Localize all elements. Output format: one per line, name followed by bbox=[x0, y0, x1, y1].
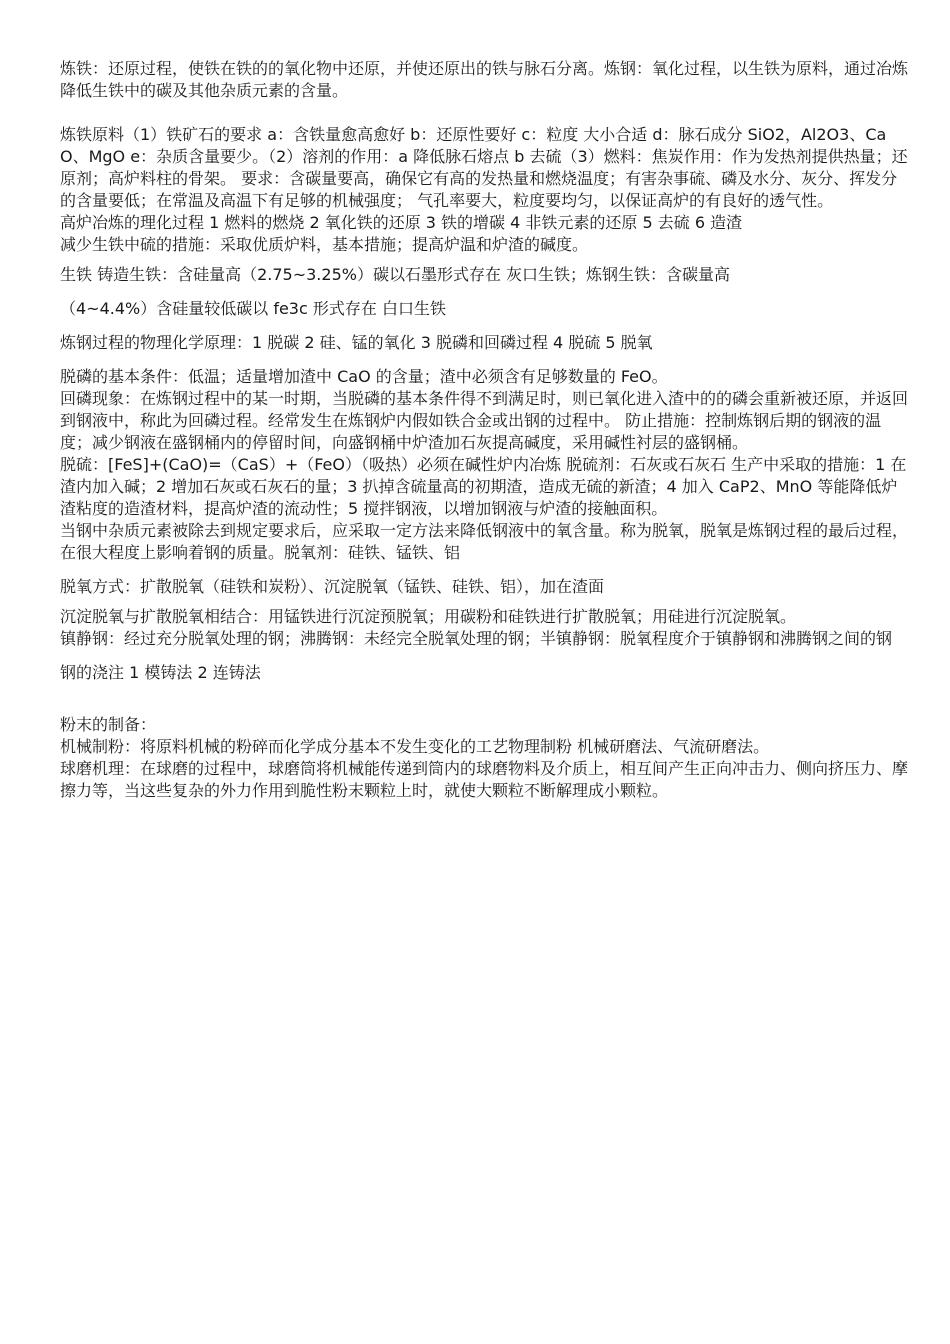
paragraph-powder-prep-heading: 粉末的制备： bbox=[60, 715, 157, 734]
paragraph-pig-iron-types: 生铁 铸造生铁：含硅量高（2.75~3.25%）碳以石墨形式存在 灰口生铁；炼钢生铁：含碳量高 bbox=[60, 265, 731, 284]
paragraph-ball-milling: 球磨机理：在球磨的过程中，球磨筒将机械能传递到筒内的球磨物料及介质上，相互间产生正向冲击力、侧向挤压力、摩擦力等，当这些复杂的外力作用到脆性粉末颗粒上时，就使大颗粒不断解理成小颗粒。 bbox=[60, 759, 909, 800]
paragraph-rephosphorization: 回磷现象：在炼钢过程中的某一时期，当脱磷的基本条件得不到满足时，则已氧化进入渣中的的磷会重新被还原，并返回到钢液中，称此为回磷过程。经常发生在炼钢炉内假如铁合金或出钢的过程中。 防止措施：控制炼钢后期的钢液的温度；减少钢液在盛钢桶内的停留时间，向盛钢桶中炉渣加石灰提高碱度，采用碱性衬层的盛钢桶。 bbox=[60, 389, 909, 452]
paragraph-pig-iron-white: （4~4.4%）含硅量较低碳以 fe3c 形式存在 白口生铁 bbox=[60, 299, 446, 318]
paragraph-steelmaking-principles: 炼钢过程的物理化学原理：1 脱碳 2 硅、锰的氧化 3 脱磷和回磷过程 4 脱硫 5 脱氧 bbox=[60, 333, 653, 352]
paragraph-iron-raw-materials: 炼铁原料（1）铁矿石的要求 a：含铁量愈高愈好 b：还原性要好 c：粒度 大小合适 d：脉石成分 SiO2，Al2O3、CaO、MgO e：杂质含量要少。（2）溶剂的作用：a 降低脉石熔点 b 去硫（3）燃料：焦炭作用：作为发热剂提供热量；还原剂；高炉料柱的骨架。 要求：含碳量要高，确保它有高的发热量和燃烧温度；有害杂事硫、磷及水分、灰分、挥发分的含量要低；在常温及高温下有足够的机械强度； 气孔率要大，粒度要均匀，以保证高炉的有良好的透气性。 bbox=[60, 125, 908, 210]
paragraph-ironmaking-def: 炼铁：还原过程，使铁在铁的的氧化物中还原，并使还原出的铁与脉石分离。炼钢：氧化过程，以生铁为原料，通过冶炼降低生铁中的碳及其他杂质元素的含量。 bbox=[60, 59, 909, 100]
paragraph-deoxidation: 当钢中杂质元素被除去到规定要求后，应采取一定方法来降低钢液中的氧含量。称为脱氧，脱氧是炼钢过程的最后过程，在很大程度上影响着钢的质量。脱氧剂：硅铁、锰铁、铝 bbox=[60, 521, 909, 562]
paragraph-combined-deoxidation: 沉淀脱氧与扩散脱氧相结合：用锰铁进行沉淀预脱氧；用碳粉和硅铁进行扩散脱氧；用硅进行沉淀脱氧。 bbox=[60, 607, 797, 626]
paragraph-steel-types: 镇静钢：经过充分脱氧处理的钢；沸腾钢：未经完全脱氧处理的钢；半镇静钢：脱氧程度介于镇静钢和沸腾钢之间的钢 bbox=[60, 629, 893, 648]
paragraph-deoxidation-methods: 脱氧方式：扩散脱氧（硅铁和炭粉）、沉淀脱氧（锰铁、硅铁、铝），加在渣面 bbox=[60, 577, 605, 596]
paragraph-blast-furnace-process: 高炉冶炼的理化过程 1 燃料的燃烧 2 氧化铁的还原 3 铁的增碳 4 非铁元素的还原 5 去硫 6 造渣 bbox=[60, 213, 743, 232]
paragraph-dephosphorization: 脱磷的基本条件：低温；适量增加渣中 CaO 的含量；渣中必须含有足够数量的 FeO。 bbox=[60, 367, 668, 386]
paragraph-sulfur-reduction: 减少生铁中硫的措施：采取优质炉料，基本措施；提高炉温和炉渣的碱度。 bbox=[60, 235, 589, 254]
paragraph-mechanical-powder: 机械制粉：将原料机械的粉碎而化学成分基本不发生变化的工艺物理制粉 机械研磨法、气流研磨法。 bbox=[60, 737, 770, 756]
document-page bbox=[60, 58, 912, 802]
paragraph-steel-casting: 钢的浇注 1 模铸法 2 连铸法 bbox=[60, 663, 261, 682]
paragraph-desulfurization: 脱硫：[FeS]+(CaO)=（CaS）+（FeO）（吸热）必须在碱性炉内冶炼 脱硫剂：石灰或石灰石 生产中采取的措施：1 在渣内加入碱；2 增加石灰或石灰石的量；3 扒掉含硫量高的初期渣，造成无硫的新渣；4 加入 CaP2、MnO 等能降低炉渣粘度的造渣材料，提高炉渣的流动性；5 搅拌钢液，以增加钢液与炉渣的接触面积。 bbox=[60, 455, 907, 518]
